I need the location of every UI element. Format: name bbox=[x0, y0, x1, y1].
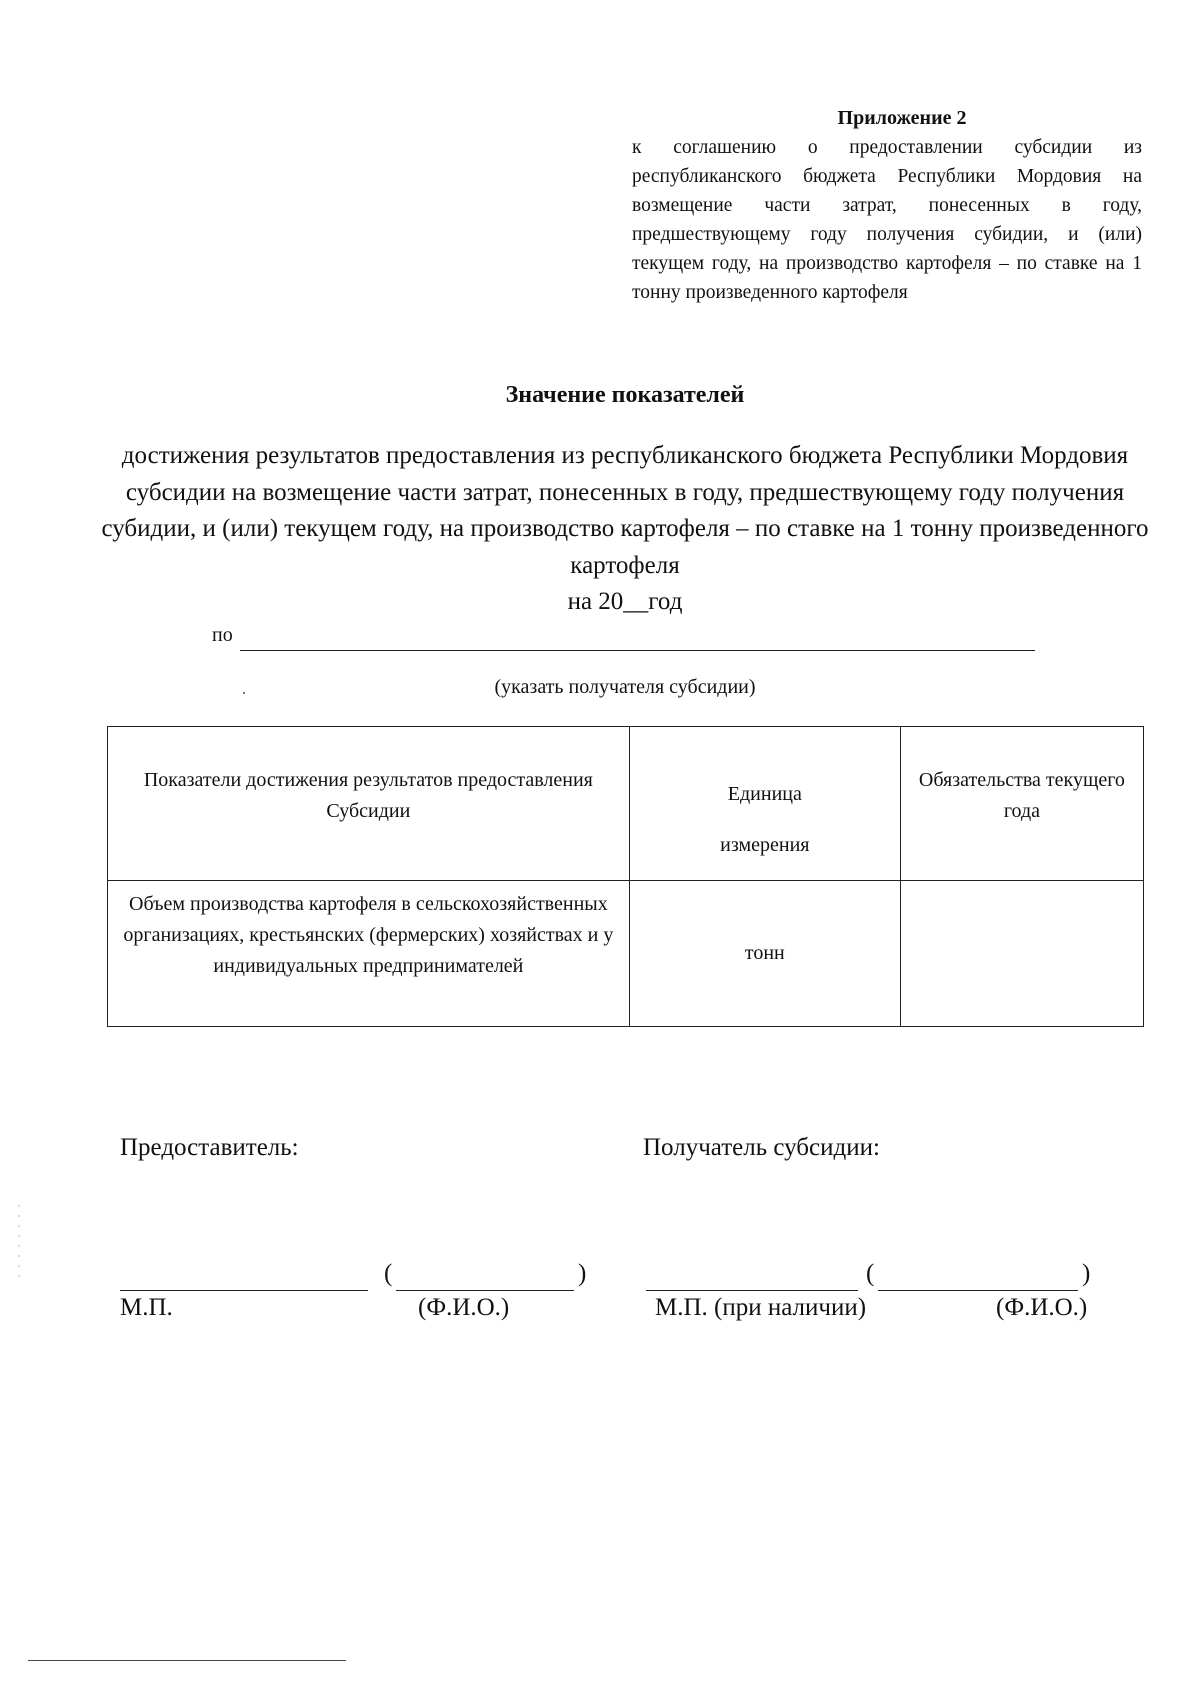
provider-label: Предоставитель: bbox=[120, 1134, 299, 1161]
provider-name-caption: (Ф.И.О.) bbox=[418, 1294, 510, 1321]
document-subtitle-block bbox=[100, 438, 1150, 621]
recipient-signature-line bbox=[646, 1290, 858, 1291]
table-row bbox=[108, 881, 1144, 1027]
appendix-title: Приложение 2 bbox=[837, 107, 967, 129]
table-header-row bbox=[108, 727, 1144, 881]
provider-open-paren: ( bbox=[384, 1260, 393, 1287]
header-unit-line1: Единица bbox=[727, 783, 802, 805]
recipient-close-paren: ) bbox=[1082, 1260, 1091, 1287]
provider-signature-line bbox=[120, 1290, 368, 1291]
document-subtitle: достижения результатов предоставления из республиканского бюджета Республики Мордовия субсидии на возмещение части затрат, понесенных в году, предшествующему году получения субидии, и (или) текущем году, на производство картофеля – по ставке на 1 тонну произведенного картофеля bbox=[101, 442, 1149, 579]
header-unit bbox=[629, 727, 900, 881]
provider-close-paren: ) bbox=[578, 1260, 587, 1287]
provider-stamp-caption: М.П. bbox=[120, 1294, 173, 1321]
provider-name-line bbox=[396, 1290, 574, 1291]
document-year: на 20__год bbox=[567, 588, 683, 615]
header-indicator: Показатели достижения результатов предоставления Субсидии bbox=[108, 727, 630, 881]
appendix-block bbox=[632, 104, 1142, 307]
recipient-name-caption: (Ф.И.О.) bbox=[996, 1294, 1088, 1321]
appendix-text: к соглашению о предоставлении субсидии из республиканского бюджета Республики Мордовия на возмещение части затрат, понесенных в году, предшествующему году получения субидии, и (или) текущем году, на производство картофеля – по ставке на 1 тонну произведенного картофеля bbox=[632, 137, 1142, 303]
row-commitments bbox=[900, 881, 1143, 1027]
recipient-prefix: по bbox=[212, 624, 233, 646]
recipient-name-line bbox=[878, 1290, 1078, 1291]
recipient-fill-line bbox=[240, 650, 1035, 651]
scan-margin-marks bbox=[18, 1205, 20, 1277]
recipient-label: Получатель субсидии: bbox=[643, 1134, 880, 1161]
document-title: Значение показателей bbox=[505, 382, 745, 408]
footnote-rule bbox=[28, 1660, 346, 1661]
row-unit: тонн bbox=[629, 881, 900, 1027]
header-commitments: Обязательства текущего года bbox=[900, 727, 1143, 881]
header-unit-line2: измерения bbox=[720, 834, 810, 856]
recipient-hint: (указать получателя субсидии) bbox=[494, 676, 756, 698]
recipient-stamp-caption: М.П. (при наличии) bbox=[655, 1294, 867, 1321]
recipient-open-paren: ( bbox=[866, 1260, 875, 1287]
indicators-table bbox=[107, 726, 1144, 1027]
row-indicator: Объем производства картофеля в сельскохозяйственных организациях, крестьянских (фермерских) хозяйствах и у индивидуальных предпринимателей bbox=[108, 881, 630, 1027]
